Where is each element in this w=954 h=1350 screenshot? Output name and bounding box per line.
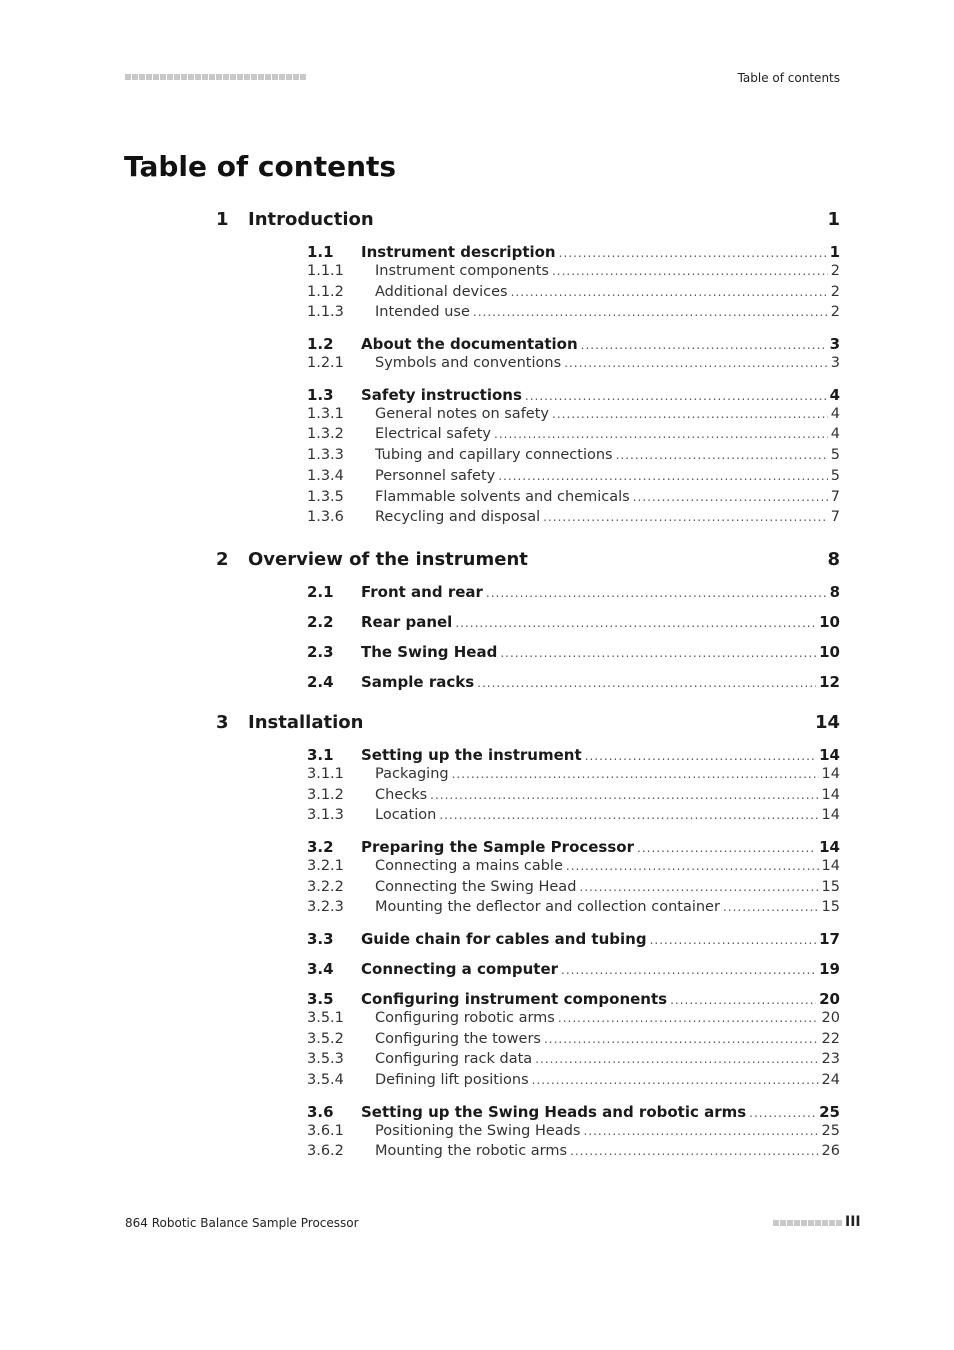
dot-leader	[585, 746, 816, 764]
subsection-number: 3.2.1	[307, 857, 344, 874]
subsection-title: Packaging	[375, 765, 449, 782]
section-spacer	[0, 979, 954, 988]
page-number: 14	[819, 837, 840, 856]
page-number: 15	[821, 878, 840, 895]
toc-section-3-3[interactable]	[0, 928, 954, 949]
toc-entry-row	[361, 335, 840, 353]
subsection-number: 3.1.2	[307, 786, 344, 803]
toc-subsection-1-1-3[interactable]	[0, 303, 954, 324]
chapter-title: Installation	[248, 711, 364, 733]
subsection-number: 3.2.2	[307, 878, 344, 895]
subsection-title: Checks	[375, 786, 428, 803]
page-number: 2	[830, 263, 840, 279]
dot-leader	[532, 1072, 819, 1088]
section-number: 1.1	[307, 243, 334, 261]
toc-entry-row	[361, 1103, 840, 1121]
decoration-square	[237, 74, 243, 80]
decoration-square	[195, 74, 201, 80]
toc-section-3-2[interactable]	[0, 836, 954, 857]
dot-leader	[566, 858, 819, 874]
toc-entry-row	[375, 263, 840, 279]
toc-entry-row	[375, 1072, 840, 1088]
toc-entry-row	[375, 899, 840, 915]
page-number: 14	[821, 765, 840, 782]
dot-leader	[558, 1010, 819, 1026]
page-number: 8	[829, 582, 840, 601]
decoration-square	[801, 1220, 807, 1226]
page-number: 20	[821, 1010, 840, 1026]
page-number: 7	[830, 509, 840, 526]
dot-leader	[561, 960, 816, 978]
toc-entry-row	[375, 1143, 840, 1159]
header-decoration-dots	[125, 74, 306, 80]
section-title: Instrument description	[361, 243, 556, 261]
section-title: Guide chain for cables and tubing	[361, 930, 647, 948]
dot-leader	[552, 406, 828, 422]
dot-leader	[500, 643, 816, 661]
toc-section-1-3[interactable]	[0, 384, 954, 405]
subsection-title: Positioning the Swing Heads	[375, 1122, 581, 1139]
dot-leader	[749, 1103, 816, 1121]
decoration-square	[160, 74, 166, 80]
toc-subsection-3-2-3[interactable]	[0, 898, 954, 919]
toc-section-1-2[interactable]	[0, 333, 954, 354]
subsection-title: Symbols and conventions	[375, 355, 562, 372]
decoration-square	[251, 74, 257, 80]
page-number: 2	[830, 304, 840, 321]
page-number: 10	[819, 612, 840, 631]
page-number: 5	[830, 467, 840, 484]
toc-entry-row	[375, 509, 840, 525]
section-number: 3.3	[307, 930, 334, 948]
dot-leader	[543, 509, 828, 525]
toc-subsection-1-3-5[interactable]	[0, 488, 954, 509]
dot-leader	[486, 583, 827, 601]
decoration-square	[181, 74, 187, 80]
page-number: 5	[830, 447, 840, 464]
dot-leader	[583, 1123, 818, 1139]
dot-leader	[544, 1031, 819, 1047]
chapter-page-number: 8	[827, 548, 840, 570]
section-number: 3.6	[307, 1102, 334, 1121]
section-title: Safety instructions	[361, 385, 522, 404]
toc-subsection-3-5-4[interactable]	[0, 1071, 954, 1092]
toc-subsection-3-5-1[interactable]	[0, 1009, 954, 1030]
dot-leader	[581, 335, 827, 353]
page-number: 23	[821, 1051, 840, 1068]
toc-section-3-5[interactable]	[0, 988, 954, 1009]
subsection-number: 1.3.6	[307, 509, 344, 526]
dot-leader	[564, 355, 828, 371]
toc-section-3-4[interactable]	[0, 958, 954, 979]
section-number: 2.1	[307, 582, 334, 601]
dot-leader	[616, 447, 828, 463]
section-spacer	[0, 949, 954, 958]
section-spacer	[0, 324, 954, 333]
toc-entry-row	[375, 1010, 840, 1026]
decoration-square	[265, 74, 271, 80]
subsection-number: 1.2.1	[307, 355, 344, 372]
dot-leader	[650, 930, 817, 948]
subsection-title: Connecting the Swing Head	[375, 878, 577, 895]
subsection-number: 3.1.1	[307, 765, 344, 782]
subsection-title: Intended use	[375, 304, 470, 321]
subsection-number: 1.3.1	[307, 405, 344, 422]
toc-entry-row	[375, 766, 840, 782]
toc-subsection-3-6-1[interactable]	[0, 1122, 954, 1143]
subsection-title: Additional devices	[375, 283, 508, 300]
page-number: 14	[821, 807, 840, 824]
section-title: Configuring instrument components	[361, 990, 668, 1008]
decoration-square	[829, 1220, 835, 1226]
toc-entry-row	[361, 673, 840, 691]
dot-leader	[525, 386, 827, 404]
page-number: 15	[821, 899, 840, 916]
page-number: 4	[829, 385, 840, 404]
dot-leader	[723, 899, 819, 915]
toc-subsection-1-3-2[interactable]	[0, 425, 954, 446]
toc-entry-row	[375, 468, 840, 484]
subsection-title: Electrical safety	[375, 426, 491, 443]
section-number: 1.2	[307, 335, 334, 354]
section-number: 2.4	[307, 672, 334, 691]
decoration-square	[272, 74, 278, 80]
subsection-title: Mounting the deflector and collection container	[375, 899, 720, 916]
page-number: 10	[819, 642, 840, 661]
subsection-title: Tubing and capillary connections	[375, 447, 613, 464]
toc-section-3-1[interactable]	[0, 744, 954, 765]
decoration-square	[794, 1220, 800, 1226]
decoration-square	[139, 74, 145, 80]
toc-section-2-4[interactable]	[0, 671, 954, 692]
page-number: 12	[819, 672, 840, 691]
dot-leader	[670, 990, 816, 1008]
subsection-number: 1.3.3	[307, 447, 344, 464]
subsection-number: 1.1.1	[307, 263, 344, 279]
subsection-title: Defining lift positions	[375, 1072, 529, 1089]
toc-entry-row	[375, 787, 840, 803]
subsection-number: 3.2.3	[307, 899, 344, 916]
section-number: 2.2	[307, 612, 334, 631]
section-number: 3.5	[307, 990, 334, 1008]
section-number: 1.3	[307, 385, 334, 404]
decoration-square	[216, 74, 222, 80]
subsection-title: Location	[375, 807, 437, 824]
dot-leader	[473, 304, 828, 320]
subsection-number: 1.3.2	[307, 426, 344, 443]
dot-leader	[455, 613, 816, 631]
section-spacer	[0, 1092, 954, 1101]
toc-entry-row	[375, 879, 840, 895]
toc-chapter-2[interactable]	[0, 545, 954, 575]
subsection-number: 1.3.5	[307, 488, 344, 505]
toc-entry-row	[361, 930, 840, 948]
subsection-number: 3.5.4	[307, 1072, 344, 1089]
dot-leader	[511, 284, 828, 300]
chapter-number: 2	[216, 548, 229, 570]
subsection-title: Mounting the robotic arms	[375, 1143, 568, 1160]
toc-entry-row	[375, 1051, 840, 1067]
toc-entry-row	[375, 858, 840, 874]
toc-entry-row	[375, 1123, 840, 1139]
section-spacer	[0, 602, 954, 611]
dot-leader	[452, 766, 819, 782]
subsection-title: Configuring rack data	[375, 1051, 533, 1068]
toc-entry-row	[361, 583, 840, 601]
toc-chapter-3[interactable]	[0, 708, 954, 738]
dot-leader	[430, 787, 818, 803]
toc-subsection-1-1-1[interactable]	[0, 262, 954, 283]
subsection-number: 3.5.2	[307, 1030, 344, 1047]
page-number: 1	[829, 243, 840, 261]
decoration-square	[787, 1220, 793, 1226]
chapter-title: Overview of the instrument	[248, 548, 528, 570]
toc-subsection-3-5-3[interactable]	[0, 1050, 954, 1071]
section-title: Preparing the Sample Processor	[361, 837, 634, 856]
toc-entry-row	[361, 838, 840, 856]
section-title: The Swing Head	[361, 642, 498, 661]
toc-subsection-3-1-3[interactable]	[0, 806, 954, 827]
page-number: 25	[821, 1122, 840, 1139]
decoration-square	[279, 74, 285, 80]
decoration-square	[174, 74, 180, 80]
subsection-number: 3.6.2	[307, 1143, 344, 1160]
page-number: 20	[819, 990, 840, 1008]
section-spacer	[0, 632, 954, 641]
toc-entry-row	[361, 386, 840, 404]
toc-subsection-1-2-1[interactable]	[0, 354, 954, 375]
decoration-square	[822, 1220, 828, 1226]
page-title: Table of contents	[124, 150, 397, 183]
toc-entry-row	[361, 613, 840, 631]
decoration-square	[230, 74, 236, 80]
chapter-number: 1	[216, 209, 229, 230]
toc-entry-row	[361, 746, 840, 764]
chapter-page-number: 1	[827, 209, 840, 230]
decoration-square	[202, 74, 208, 80]
toc-entry-row	[375, 807, 840, 823]
subsection-title: Recycling and disposal	[375, 509, 541, 526]
decoration-square	[286, 74, 292, 80]
toc-subsection-3-1-1[interactable]	[0, 765, 954, 786]
page-number: 19	[819, 960, 840, 978]
section-title: Setting up the instrument	[361, 745, 582, 764]
toc-entry-row	[375, 406, 840, 422]
decoration-square	[815, 1220, 821, 1226]
toc-entry-row	[375, 1031, 840, 1047]
dot-leader	[494, 426, 828, 442]
dot-leader	[637, 838, 816, 856]
toc-entry-row	[361, 960, 840, 978]
dot-leader	[552, 263, 828, 279]
chapter-page-number: 14	[814, 711, 840, 733]
page-number: 3	[830, 355, 840, 372]
page-number: 26	[821, 1143, 840, 1160]
toc-subsection-1-3-4[interactable]	[0, 467, 954, 488]
dot-leader	[498, 468, 828, 484]
subsection-title: Connecting a mains cable	[375, 857, 563, 874]
dot-leader	[579, 879, 818, 895]
toc-entry-row	[375, 304, 840, 320]
decoration-square	[244, 74, 250, 80]
decoration-square	[780, 1220, 786, 1226]
subsection-number: 1.1.3	[307, 304, 344, 321]
chapter-title: Introduction	[248, 209, 374, 230]
section-spacer	[0, 662, 954, 671]
decoration-square	[125, 74, 131, 80]
section-number: 3.2	[307, 837, 334, 856]
running-header-title: Table of contents	[737, 71, 840, 85]
section-spacer	[0, 827, 954, 836]
decoration-square	[836, 1220, 842, 1226]
subsection-title: Personnel safety	[375, 467, 496, 484]
section-title: About the documentation	[361, 335, 578, 354]
section-title: Connecting a computer	[361, 960, 559, 978]
decoration-square	[293, 74, 299, 80]
page-number: 14	[821, 857, 840, 874]
section-number: 3.4	[307, 960, 334, 978]
toc-entry-row	[375, 426, 840, 442]
toc-subsection-3-2-2[interactable]	[0, 878, 954, 899]
decoration-square	[223, 74, 229, 80]
dot-leader	[535, 1051, 818, 1067]
section-spacer	[0, 375, 954, 384]
subsection-title: Configuring robotic arms	[375, 1010, 555, 1026]
toc-section-2-1[interactable]	[0, 581, 954, 602]
toc-section-2-3[interactable]	[0, 641, 954, 662]
decoration-square	[209, 74, 215, 80]
toc-subsection-3-2-1[interactable]	[0, 857, 954, 878]
page-number: 3	[829, 335, 840, 354]
dot-leader	[633, 489, 828, 505]
footer-page-number: III	[845, 1214, 861, 1230]
page-number: 22	[821, 1030, 840, 1047]
toc-subsection-1-3-3[interactable]	[0, 446, 954, 467]
toc-section-1-1[interactable]	[0, 241, 954, 262]
subsection-number: 3.6.1	[307, 1122, 344, 1139]
page-number: 4	[830, 426, 840, 443]
decoration-square	[153, 74, 159, 80]
toc-subsection-1-1-2[interactable]	[0, 283, 954, 304]
section-spacer	[0, 919, 954, 928]
toc-entry-row	[375, 355, 840, 371]
toc-section-2-2[interactable]	[0, 611, 954, 632]
page-number: 2	[830, 283, 840, 300]
toc-section-3-6[interactable]	[0, 1101, 954, 1122]
decoration-square	[188, 74, 194, 80]
decoration-square	[808, 1220, 814, 1226]
footer-document-title: 864 Robotic Balance Sample Processor	[125, 1216, 359, 1230]
toc-entry-row	[375, 489, 840, 505]
decoration-square	[773, 1220, 779, 1226]
decoration-square	[300, 74, 306, 80]
decoration-square	[258, 74, 264, 80]
toc-chapter-1[interactable]	[0, 205, 954, 235]
section-title: Rear panel	[361, 612, 453, 631]
section-number: 3.1	[307, 745, 334, 764]
toc-subsection-3-6-2[interactable]	[0, 1142, 954, 1163]
subsection-title: Instrument components	[375, 263, 549, 279]
toc-subsection-3-5-2[interactable]	[0, 1030, 954, 1051]
toc-subsection-1-3-1[interactable]	[0, 405, 954, 426]
page-number: 14	[819, 745, 840, 764]
page-number: 17	[819, 930, 840, 948]
page-number: 14	[821, 786, 840, 803]
subsection-number: 3.5.1	[307, 1010, 344, 1026]
page-number: 7	[830, 488, 840, 505]
section-title: Front and rear	[361, 582, 483, 601]
decoration-square	[132, 74, 138, 80]
decoration-square	[146, 74, 152, 80]
decoration-square	[167, 74, 173, 80]
subsection-number: 1.3.4	[307, 467, 344, 484]
subsection-title: Configuring the towers	[375, 1030, 541, 1047]
section-title: Setting up the Swing Heads and robotic arms	[361, 1102, 747, 1121]
section-number: 2.3	[307, 642, 334, 661]
page-number: 25	[819, 1102, 840, 1121]
chapter-spacer	[0, 529, 954, 545]
toc-entry-row	[361, 243, 840, 261]
toc-subsection-3-1-2[interactable]	[0, 786, 954, 807]
subsection-title: General notes on safety	[375, 405, 549, 422]
chapter-spacer	[0, 692, 954, 708]
subsection-title: Flammable solvents and chemicals	[375, 488, 630, 505]
toc-entry-row	[375, 284, 840, 300]
dot-leader	[570, 1143, 819, 1159]
subsection-number: 1.1.2	[307, 283, 344, 300]
section-title: Sample racks	[361, 672, 475, 691]
dot-leader	[439, 807, 818, 823]
dot-leader	[477, 673, 816, 691]
page-number: 24	[821, 1072, 840, 1089]
subsection-number: 3.5.3	[307, 1051, 344, 1068]
dot-leader	[559, 243, 827, 261]
toc-entry-row	[375, 447, 840, 463]
table-of-contents	[0, 205, 954, 1163]
toc-entry-row	[361, 643, 840, 661]
chapter-number: 3	[216, 711, 229, 733]
toc-subsection-1-3-6[interactable]	[0, 508, 954, 529]
toc-entry-row	[361, 990, 840, 1008]
page-number: 4	[830, 405, 840, 422]
subsection-number: 3.1.3	[307, 807, 344, 824]
footer-decoration-dots	[773, 1220, 842, 1226]
